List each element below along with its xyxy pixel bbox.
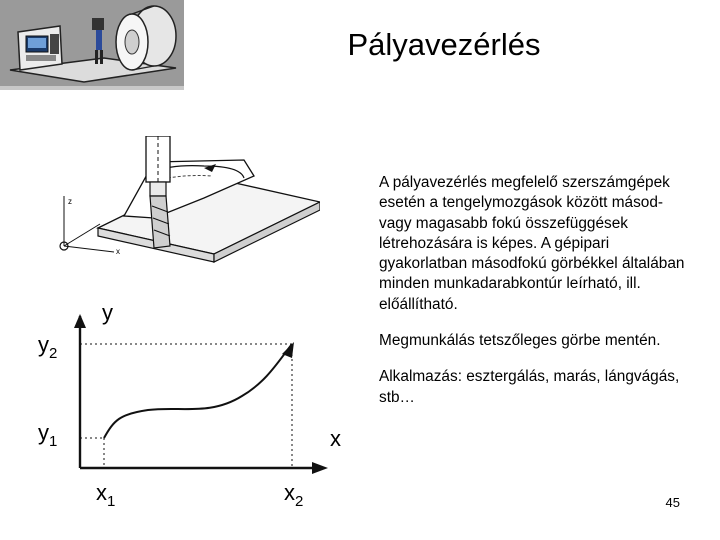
header [0,0,720,90]
paragraph-applications: Alkalmazás: esztergálás, marás, lángvágás, stb… [379,368,680,406]
curve-graph [30,296,346,514]
x1-label: $x_1$ [96,480,116,510]
milling-machine-illustration [54,136,320,270]
x-axis-label: x [330,426,341,451]
y2-label: $y_2$ [38,332,58,362]
z-axis-label: z [68,197,72,206]
y1-label: $y_1$ [38,420,58,450]
paragraph-description: A pályavezérlés megfelelő szerszámgépek esetén a tengelymozgások között másod- vagy magasabb fokú összefüggések létrehozására is képes. A gépipari gyakorlatban másodfokú görbékkel általában minden munkadarabkontúr leírható, ill. előállítható. [379,174,685,313]
x-axis-label-small: x [116,247,120,256]
y-axis-label: y [102,300,113,325]
header-divider [0,86,184,90]
page-number: 45 [665,495,680,510]
paragraph-machining: Megmunkálás tetszőleges görbe mentén. [379,332,661,350]
page-title: Pályavezérlés [347,27,541,62]
x2-label: $x_2$ [284,480,304,510]
body-text [379,173,699,424]
cnc-machine-logo-icon [4,4,180,84]
